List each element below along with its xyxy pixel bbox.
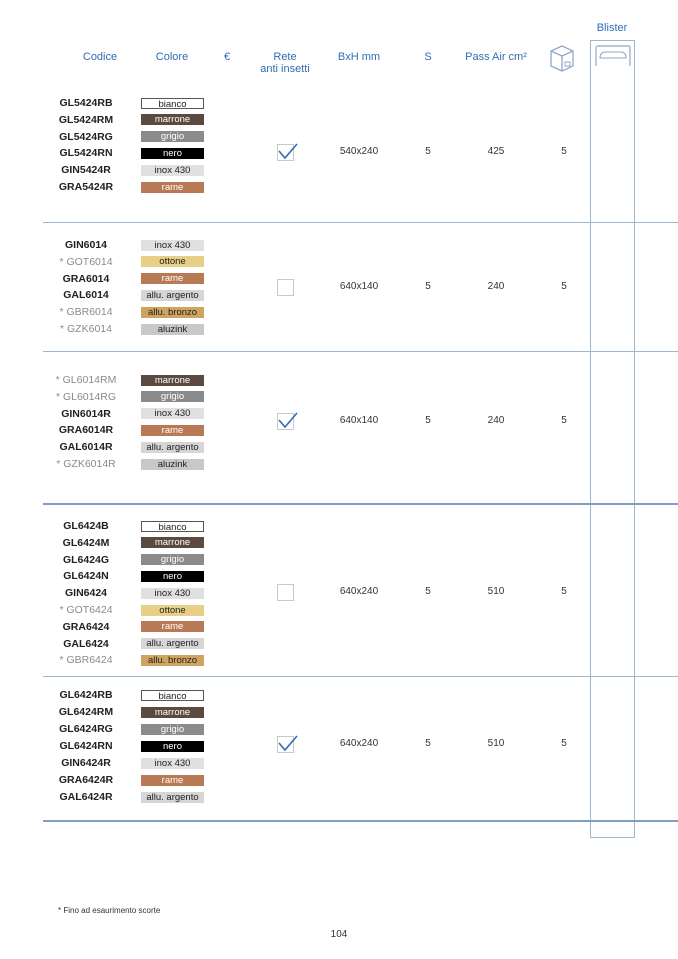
- box-quantity-value: 5: [561, 415, 567, 426]
- product-code: GL6424G: [62, 553, 110, 566]
- blister-column: [590, 40, 635, 838]
- product-code: GIN6424: [64, 587, 108, 600]
- product-code: GAL6424R: [59, 791, 113, 803]
- product-code: GRA6424: [62, 620, 110, 633]
- bxh-header: BxH mm: [337, 51, 381, 63]
- product-code: * GBR6014: [59, 306, 113, 319]
- s-value: 5: [425, 738, 431, 749]
- product-code: GL6424N: [63, 570, 109, 583]
- color-swatch: aluzink: [141, 459, 204, 470]
- product-code: GL6424M: [62, 536, 110, 549]
- footnote: * Fino ad esaurimento scorte: [58, 906, 161, 915]
- product-code: * GOT6014: [59, 255, 113, 268]
- color-swatch: nero: [141, 741, 204, 752]
- product-code: GL6424RB: [59, 689, 113, 701]
- color-swatch: bianco: [141, 521, 204, 532]
- check-icon: [277, 410, 299, 432]
- rete-checkbox[interactable]: [277, 144, 294, 161]
- check-icon: [277, 733, 299, 755]
- box-icon: [548, 44, 576, 77]
- color-swatch: marrone: [141, 537, 204, 548]
- color-swatch: nero: [141, 571, 204, 582]
- pass-air-header: Pass Air cm²: [465, 51, 527, 63]
- color-swatch: ottone: [141, 256, 204, 267]
- product-code: GL5424RG: [59, 130, 113, 143]
- s-header: S: [424, 51, 432, 63]
- product-code: GL5424RM: [58, 113, 114, 126]
- color-swatch: inox 430: [141, 165, 204, 176]
- pass-air-value: 510: [487, 586, 505, 597]
- color-swatch: allu. bronzo: [141, 655, 204, 666]
- product-code: * GBR6424: [59, 654, 113, 667]
- s-value: 5: [425, 281, 431, 292]
- rete-checkbox[interactable]: [277, 413, 294, 430]
- product-code: GIN6014: [64, 239, 108, 251]
- pass-air-value: 240: [487, 415, 505, 426]
- product-code: GL5424RB: [59, 97, 113, 109]
- color-swatch: rame: [141, 182, 204, 193]
- box-quantity-value: 5: [561, 146, 567, 157]
- product-code: GRA5424R: [58, 181, 114, 193]
- product-code: GIN6014R: [61, 407, 111, 420]
- s-value: 5: [425, 586, 431, 597]
- color-swatch: inox 430: [141, 758, 204, 769]
- product-code: GL6424RN: [59, 740, 113, 752]
- box-quantity-value: 5: [561, 738, 567, 749]
- product-code: * GZK6014R: [56, 458, 116, 470]
- pass-air-value: 240: [487, 281, 505, 292]
- rete-checkbox[interactable]: [277, 279, 294, 296]
- color-swatch: allu. argento: [141, 442, 204, 453]
- product-code: * GL6014RM: [55, 374, 117, 386]
- rete-header-line1: Rete: [273, 51, 297, 63]
- bxh-value: 640x140: [339, 281, 379, 292]
- color-swatch: allu. argento: [141, 290, 204, 301]
- product-code: GL5424RN: [59, 147, 113, 160]
- color-swatch: grigio: [141, 724, 204, 735]
- blister-header: Blister: [596, 22, 628, 34]
- product-code: GAL6014: [63, 289, 109, 302]
- check-icon: [277, 141, 299, 163]
- bxh-value: 640x140: [339, 415, 379, 426]
- bxh-value: 640x240: [339, 738, 379, 749]
- color-swatch: aluzink: [141, 324, 204, 335]
- rete-checkbox[interactable]: [277, 736, 294, 753]
- color-swatch: allu. bronzo: [141, 307, 204, 318]
- color-swatch: grigio: [141, 131, 204, 142]
- product-code: GIN6424R: [61, 757, 111, 769]
- group-divider: [43, 676, 678, 677]
- color-swatch: grigio: [141, 391, 204, 402]
- color-swatch: rame: [141, 775, 204, 786]
- pass-air-value: 510: [487, 738, 505, 749]
- color-swatch: bianco: [141, 690, 204, 701]
- color-swatch: allu. argento: [141, 638, 204, 649]
- s-value: 5: [425, 415, 431, 426]
- price-header: €: [223, 51, 231, 63]
- rete-checkbox[interactable]: [277, 584, 294, 601]
- group-divider: [43, 351, 678, 352]
- group-divider: [43, 222, 678, 223]
- color-swatch: marrone: [141, 375, 204, 386]
- page-number: 104: [330, 929, 348, 940]
- product-code: GL6424B: [63, 520, 109, 532]
- group-divider: [43, 820, 678, 822]
- product-code: * GL6014RG: [55, 390, 117, 403]
- product-code: GAL6424: [63, 637, 109, 650]
- bxh-value: 540x240: [339, 146, 379, 157]
- color-swatch: rame: [141, 425, 204, 436]
- blister-hook-icon: [594, 44, 632, 73]
- color-swatch: nero: [141, 148, 204, 159]
- color-swatch: bianco: [141, 98, 204, 109]
- codice-header: Codice: [82, 51, 118, 63]
- group-divider: [43, 503, 678, 505]
- color-swatch: rame: [141, 621, 204, 632]
- color-swatch: grigio: [141, 554, 204, 565]
- color-swatch: marrone: [141, 114, 204, 125]
- box-quantity-value: 5: [561, 586, 567, 597]
- product-code: GRA6014R: [58, 424, 114, 437]
- color-swatch: inox 430: [141, 408, 204, 419]
- color-swatch: ottone: [141, 605, 204, 616]
- rete-header-line2: anti insetti: [260, 63, 310, 75]
- product-code: GIN5424R: [61, 164, 111, 177]
- color-swatch: inox 430: [141, 588, 204, 599]
- color-swatch: rame: [141, 273, 204, 284]
- color-swatch: marrone: [141, 707, 204, 718]
- s-value: 5: [425, 146, 431, 157]
- pass-air-value: 425: [487, 146, 505, 157]
- color-swatch: inox 430: [141, 240, 204, 251]
- product-code: GL6424RM: [58, 706, 114, 718]
- bxh-value: 640x240: [339, 586, 379, 597]
- box-quantity-value: 5: [561, 281, 567, 292]
- color-swatch: allu. argento: [141, 792, 204, 803]
- product-code: GRA6424R: [58, 774, 114, 786]
- rete-header: [260, 51, 310, 75]
- product-code: GRA6014: [62, 272, 110, 285]
- product-code: * GZK6014: [60, 323, 112, 335]
- product-code: GAL6014R: [59, 441, 113, 454]
- colore-header: Colore: [155, 51, 189, 63]
- product-code: GL6424RG: [59, 723, 113, 735]
- product-code: * GOT6424: [59, 604, 113, 616]
